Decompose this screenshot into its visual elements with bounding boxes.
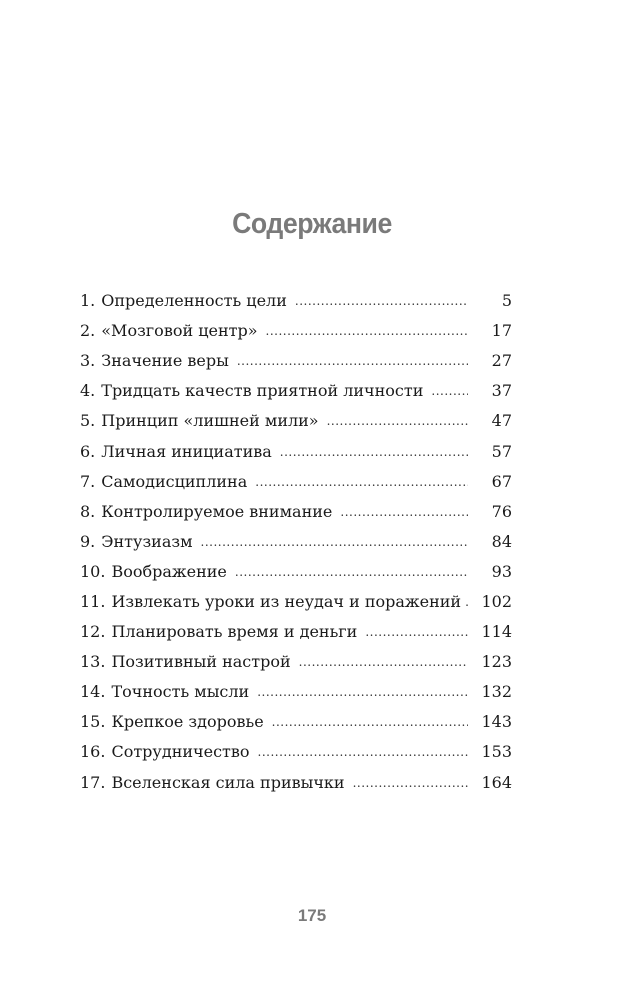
toc-entry-number: 7. xyxy=(80,471,96,491)
toc-entry-number: 5. xyxy=(80,411,96,431)
dot-leader xyxy=(365,622,468,642)
toc-entry-number: 9. xyxy=(80,531,96,551)
toc-entry xyxy=(80,557,512,587)
page-number: 175 xyxy=(297,906,327,925)
dot-leader xyxy=(237,351,468,371)
toc-entry-page: 76 xyxy=(491,501,512,521)
dot-leader xyxy=(266,321,468,341)
toc-entry-number: 14. xyxy=(80,682,106,702)
toc-entry xyxy=(80,346,512,376)
toc-entry-page: 57 xyxy=(491,441,512,461)
toc-entry-number: 1. xyxy=(80,291,96,311)
toc-entry xyxy=(80,587,512,617)
toc-entry-number: 4. xyxy=(80,381,96,401)
toc-entry xyxy=(80,467,512,497)
toc-entry-number: 2. xyxy=(80,321,96,341)
dot-leader xyxy=(299,652,468,672)
dot-leader xyxy=(257,682,468,702)
dot-leader xyxy=(255,472,468,492)
toc-entry-number: 8. xyxy=(80,501,96,521)
toc-entry-title: Принцип «лишней мили» xyxy=(101,411,319,431)
toc-entry-title: Позитивный настрой xyxy=(111,652,291,672)
toc-entry-page: 5 xyxy=(501,291,512,311)
toc-entry-title: Извлекать уроки из неудач и поражений xyxy=(111,591,462,611)
dot-leader xyxy=(280,442,468,462)
toc-entry xyxy=(80,286,512,316)
toc-entry-page: 153 xyxy=(481,742,512,762)
dot-leader xyxy=(465,592,468,612)
toc-entry-title: Точность мысли xyxy=(111,682,250,702)
toc-entry xyxy=(80,436,512,466)
toc-entry-number: 15. xyxy=(80,712,106,732)
toc-entry-page: 67 xyxy=(491,471,512,491)
toc-entry-page: 102 xyxy=(481,591,512,611)
table-of-contents xyxy=(80,286,512,798)
toc-entry xyxy=(80,316,512,346)
dot-leader xyxy=(235,562,468,582)
toc-entry xyxy=(80,707,512,737)
toc-entry-title: Значение веры xyxy=(101,351,229,371)
toc-entry xyxy=(80,737,512,767)
toc-entry-title: Энтузиазм xyxy=(101,531,193,551)
toc-entry-page: 84 xyxy=(491,531,512,551)
toc-entry-title: Личная инициатива xyxy=(101,441,272,461)
toc-entry-title: Сотрудничество xyxy=(111,742,250,762)
toc-entry-page: 37 xyxy=(491,381,512,401)
toc-entry-page: 123 xyxy=(481,652,512,672)
dot-leader xyxy=(340,502,468,522)
toc-entry-title: Вселенская сила привычки xyxy=(111,772,345,792)
toc-entry-page: 47 xyxy=(491,411,512,431)
toc-entry xyxy=(80,406,512,436)
toc-entry-number: 11. xyxy=(80,591,106,611)
toc-entry-number: 16. xyxy=(80,742,106,762)
toc-entry-title: Планировать время и деньги xyxy=(111,622,358,642)
toc-entry-number: 13. xyxy=(80,652,106,672)
toc-entry-title: Контролируемое внимание xyxy=(101,501,333,521)
toc-entry-number: 12. xyxy=(80,622,106,642)
page-title: Содержание xyxy=(232,208,392,241)
toc-entry-page: 27 xyxy=(491,351,512,371)
toc-entry-title: «Мозговой центр» xyxy=(101,321,258,341)
toc-entry-page: 17 xyxy=(491,321,512,341)
toc-entry-number: 3. xyxy=(80,351,96,371)
toc-entry xyxy=(80,677,512,707)
toc-entry-title: Определенность цели xyxy=(101,291,287,311)
dot-leader xyxy=(327,411,468,431)
toc-entry-page: 132 xyxy=(481,682,512,702)
toc-entry-number: 6. xyxy=(80,441,96,461)
toc-entry-page: 114 xyxy=(481,622,512,642)
dot-leader xyxy=(431,381,468,401)
toc-entry-title: Крепкое здоровье xyxy=(111,712,264,732)
dot-leader xyxy=(272,712,468,732)
toc-entry-title: Воображение xyxy=(111,561,227,581)
dot-leader xyxy=(201,532,468,552)
toc-entry xyxy=(80,617,512,647)
dot-leader xyxy=(295,291,468,311)
dot-leader xyxy=(258,742,468,762)
toc-entry-number: 10. xyxy=(80,561,106,581)
toc-entry-page: 164 xyxy=(481,772,512,792)
toc-entry xyxy=(80,768,512,798)
toc-entry xyxy=(80,647,512,677)
toc-entry-page: 143 xyxy=(481,712,512,732)
toc-entry-title: Самодисциплина xyxy=(101,471,248,491)
toc-entry-page: 93 xyxy=(491,561,512,581)
toc-entry xyxy=(80,497,512,527)
dot-leader xyxy=(353,773,468,793)
toc-entry-number: 17. xyxy=(80,772,106,792)
toc-entry xyxy=(80,376,512,406)
toc-entry xyxy=(80,527,512,557)
toc-entry-title: Тридцать качеств приятной личности xyxy=(101,381,424,401)
